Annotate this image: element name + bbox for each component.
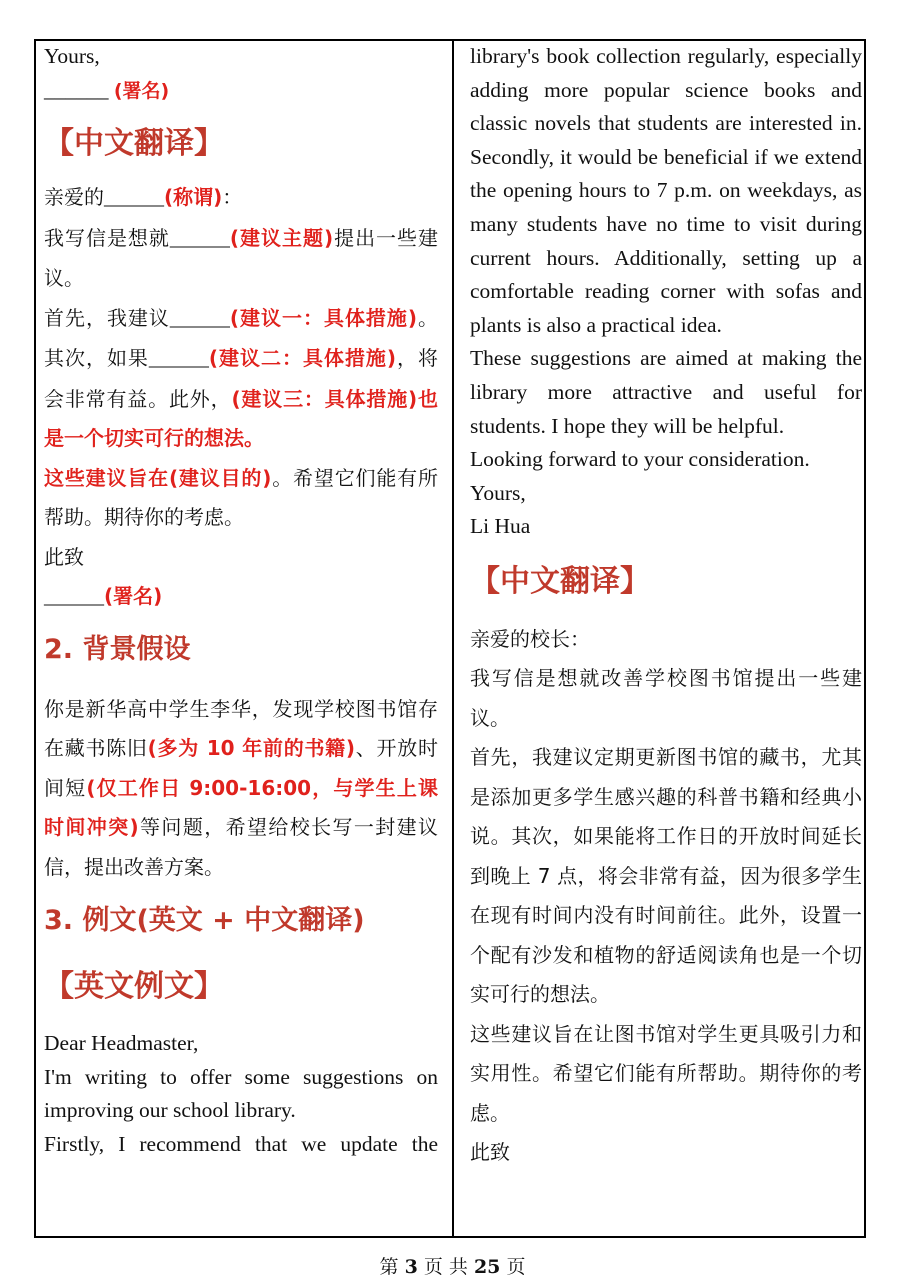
background-red-2: (仅工作日 9:00-16:00，与学生上课时间冲突) (44, 775, 438, 840)
chinese-intro: 我写信是想就改善学校图书馆提出一些建议。 (470, 666, 862, 730)
page-footer (0, 1252, 905, 1279)
english-body-continued: library's book collection regularly, especially adding more popular science books and classic novels that students are interested in. Secondly, it would be beneficial if we extend the opening hours to 7 p.m. on weekdays, as many students have no time to visit during current hours. Additionally, setting up a comfortable reading corner with sofas and plants is also a practical idea. (470, 44, 862, 337)
background-red-1: (多为 10 年前的书籍) (147, 736, 356, 761)
background-heading: 2. 背景假设 (44, 633, 191, 665)
english-forward: Looking forward to your consideration. (470, 447, 810, 472)
body-text-3: ，将会非常有益。此外， (44, 346, 439, 411)
template-signature-blank: ______ (44, 586, 104, 609)
intro-blank: ______ (169, 227, 230, 250)
background-paragraph (44, 690, 438, 888)
footer-middle: 页 共 (417, 1256, 474, 1278)
english-greeting: Dear Headmaster, (44, 1031, 199, 1056)
intro-label: (建议主题) (229, 225, 334, 250)
intro-text: 我写信是想就 (44, 225, 170, 250)
greeting-blank: ______ (104, 187, 164, 210)
chinese-translation-heading: 【中文翻译】 (470, 563, 650, 599)
signature-label: (署名) (113, 79, 170, 102)
body-blank-2: ______ (148, 348, 209, 371)
sample-heading: 3. 例文(英文 + 中文翻译) (44, 905, 365, 937)
english-sample-heading: 【英文例文】 (44, 969, 224, 1005)
template-signature (44, 577, 438, 618)
letter-closing: Yours, (44, 44, 100, 68)
column-divider (452, 39, 454, 1238)
greeting-colon: ： (222, 185, 243, 210)
background-text-3: 等问题，希望给校长写一封建议信，提出改善方案。 (44, 815, 439, 879)
signature-line (44, 74, 438, 109)
footer-prefix: 第 (379, 1256, 405, 1278)
chinese-closing: 此致 (470, 1140, 510, 1165)
total-page-count: 25 (473, 1256, 501, 1278)
body-label-3: (建议三：具体措施)也是一个切实可行的想法。 (44, 386, 439, 451)
template-greeting (44, 178, 438, 219)
template-body (44, 299, 438, 459)
background-text-2: 、开放时间短 (44, 736, 438, 800)
body-label-2: (建议二：具体措施) (208, 346, 397, 371)
chinese-greeting: 亲爱的校长： (470, 626, 590, 651)
chinese-body: 首先，我建议定期更新图书馆的藏书，尤其是添加更多学生感兴趣的科普书籍和经典小说。其次，如果能将工作日的开放时间延长到晚上 7 点，将会非常有益，因为很多学生在现有时间内没有时间前往。此外，设置一个配有沙发和植物的舒适阅读角也是一个切实可行的想法。 (470, 745, 862, 1007)
english-aim: These suggestions are aimed at making the library more attractive and useful for students. I hope they will be helpful. (470, 346, 862, 438)
right-column (470, 40, 862, 1173)
english-signature: Li Hua (470, 514, 531, 539)
purpose-text: 。希望它们能有所帮助。期待你的考虑。 (44, 465, 439, 530)
signature-blank: ______ (44, 77, 109, 102)
greeting-text: 亲爱的 (44, 185, 104, 210)
greeting-label: (称谓) (164, 185, 223, 210)
template-closing: 此致 (44, 544, 84, 569)
body-text-1: 首先，我建议 (44, 305, 170, 330)
english-firstly: Firstly, I recommend that we update the (44, 1131, 438, 1156)
template-translation-heading: 【中文翻译】 (44, 126, 224, 162)
background-text-1: 你是新华高中学生李华，发现学校图书馆存在藏书陈旧 (44, 696, 438, 761)
template-purpose (44, 459, 438, 538)
current-page-number: 3 (404, 1256, 418, 1278)
chinese-aim: 这些建议旨在让图书馆对学生更具吸引力和实用性。希望它们能有所帮助。期待你的考虑。 (470, 1021, 862, 1125)
english-intro: I'm writing to offer some suggestions on improving our school library. (44, 1064, 438, 1123)
body-label-1: (建议一：具体措施) (229, 305, 418, 330)
template-signature-label: (署名) (104, 584, 163, 609)
english-closing: Yours, (470, 480, 526, 505)
left-column (44, 40, 438, 1162)
intro-tail: 提出一些建议。 (44, 225, 439, 291)
template-intro (44, 219, 438, 299)
footer-suffix: 页 (500, 1256, 526, 1278)
body-text-2: 。其次，如果 (44, 305, 439, 371)
purpose-label: 这些建议旨在(建议目的) (44, 465, 272, 490)
body-blank-1: ______ (169, 307, 230, 330)
